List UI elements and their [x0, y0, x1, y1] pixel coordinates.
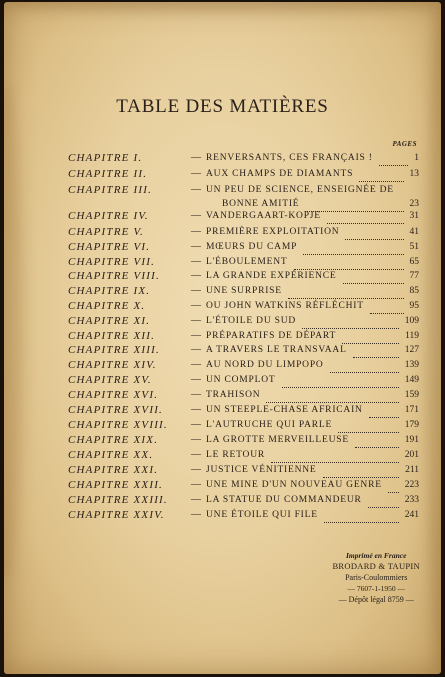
page-number: 13 [409, 169, 419, 179]
chapter-title: TRAHISON [206, 390, 261, 400]
imprint-printer: BRODARD & TAUPIN [332, 561, 420, 571]
imprint-number: — 7607-1-1950 — [347, 584, 405, 593]
chapter-title: L'AUTRUCHE QUI PARLE [206, 420, 333, 430]
chapter-title: A TRAVERS LE TRANSVAAL [206, 345, 347, 355]
separator-dash: — [191, 344, 201, 355]
toc-row [4, 184, 441, 209]
chapter-number: CHAPITRE XVI. [68, 389, 159, 401]
pages-column-label: PAGES [392, 140, 417, 148]
leader-dots [323, 465, 399, 478]
chapter-number: CHAPITRE XXII. [68, 479, 164, 491]
separator-dash: — [191, 300, 201, 311]
page-number: 77 [409, 271, 419, 281]
page-number: 31 [409, 211, 419, 221]
page-stain-top [4, 2, 441, 12]
chapter-title: OU JOHN WATKINS RÉFLÉCHIT [206, 301, 364, 311]
chapter-title: LA GROTTE MERVEILLEUSE [206, 435, 349, 445]
chapter-number: CHAPITRE XIV. [68, 359, 157, 371]
chapter-number: CHAPITRE XVIII. [68, 419, 168, 431]
page-number: 241 [404, 510, 419, 520]
leader-dots [343, 271, 404, 284]
separator-dash: — [191, 509, 201, 520]
separator-dash: — [191, 374, 201, 385]
toc-row [4, 315, 441, 331]
leader-dots [288, 286, 404, 299]
leader-dots [368, 495, 399, 508]
page-number: 85 [409, 286, 419, 296]
leader-dots [388, 480, 399, 493]
page-number: 211 [405, 465, 419, 475]
leader-dots [370, 301, 404, 314]
separator-dash: — [191, 389, 201, 400]
page-number: 149 [404, 375, 419, 385]
page-number: 95 [409, 301, 419, 311]
leader-dots [355, 435, 399, 448]
chapter-number: CHAPITRE XV. [68, 374, 152, 386]
imprint-number-value: 7607-1-1950 [356, 584, 396, 593]
leader-dots [359, 169, 404, 182]
chapter-title: AUX CHAMPS DE DIAMANTS [206, 169, 354, 179]
leader-dots [271, 450, 399, 463]
toc-row [4, 494, 441, 510]
separator-dash: — [191, 434, 201, 445]
separator-dash: — [191, 315, 201, 326]
chapter-title: LE RETOUR [206, 450, 266, 460]
toc-row [4, 285, 441, 301]
chapter-number: CHAPITRE XI. [68, 315, 151, 327]
page-number: 127 [404, 345, 419, 355]
page-number: 233 [404, 495, 419, 505]
chapter-title-continued: BONNE AMITIÉ [222, 199, 300, 209]
page-title: TABLE DES MATIÈRES [116, 96, 329, 117]
toc-row [4, 464, 441, 480]
toc-row [4, 210, 441, 226]
separator-dash: — [191, 226, 201, 237]
separator-dash: — [191, 285, 201, 296]
leader-dots [327, 211, 404, 224]
imprint-country: Imprimé en France [346, 551, 407, 560]
printer-imprint [332, 550, 420, 605]
chapter-number: CHAPITRE XXI. [68, 464, 159, 476]
toc-row [4, 449, 441, 465]
page-number: 201 [404, 450, 419, 460]
page-number: 191 [404, 435, 419, 445]
page-number: 23 [409, 199, 419, 209]
separator-dash: — [191, 256, 201, 267]
imprint-legal-deposit: — Dépôt légal 8759 — [338, 595, 414, 604]
chapter-number: CHAPITRE VII. [68, 256, 156, 268]
page-number: 65 [409, 257, 419, 267]
separator-dash: — [191, 168, 201, 179]
chapter-title: AU NORD DU LIMPOPO [206, 360, 324, 370]
chapter-number: CHAPITRE I. [68, 152, 143, 164]
toc-row [4, 419, 441, 435]
separator-dash: — [191, 464, 201, 475]
toc-row [4, 270, 441, 286]
chapter-number: CHAPITRE III. [68, 184, 153, 196]
separator-dash: — [191, 449, 201, 460]
chapter-number: CHAPITRE X. [68, 300, 146, 312]
chapter-title: UNE ÉTOILE QUI FILE [206, 510, 318, 520]
leader-dots [379, 153, 408, 166]
leader-dots [303, 242, 404, 255]
chapter-title: UN PEU DE SCIENCE, ENSEIGNÉE DE [206, 185, 394, 195]
leader-dots [345, 227, 404, 240]
chapter-number: CHAPITRE II. [68, 168, 148, 180]
separator-dash: — [191, 210, 201, 221]
separator-dash: — [191, 241, 201, 252]
leader-dots [369, 405, 399, 418]
toc-row [4, 359, 441, 375]
separator-dash: — [191, 404, 201, 415]
toc-row [4, 374, 441, 390]
leader-dots [353, 345, 399, 358]
toc-row [4, 479, 441, 495]
chapter-title: LA STATUE DU COMMANDEUR [206, 495, 362, 505]
chapter-number: CHAPITRE V. [68, 226, 144, 238]
separator-dash: — [191, 479, 201, 490]
separator-dash: — [191, 419, 201, 430]
leader-dots [302, 316, 399, 329]
chapter-number: CHAPITRE XII. [68, 330, 156, 342]
chapter-title: PRÉPARATIFS DE DÉPART [206, 331, 337, 341]
page-number: 51 [409, 242, 419, 252]
toc-row [4, 226, 441, 242]
chapter-number: CHAPITRE IX. [68, 285, 151, 297]
toc-row [4, 152, 441, 168]
chapter-title: UN COMPLOT [206, 375, 276, 385]
page-number: 223 [404, 480, 419, 490]
chapter-title: UNE SURPRISE [206, 286, 282, 296]
toc-row [4, 300, 441, 316]
chapter-number: CHAPITRE XX. [68, 449, 154, 461]
chapter-title: LA GRANDE EXPÉRIENCE [206, 271, 337, 281]
chapter-title: VANDERGAART-KOPJE [206, 211, 321, 221]
page-number: 139 [404, 360, 419, 370]
page-number: 179 [404, 420, 419, 430]
separator-dash: — [191, 152, 201, 163]
toc-row [4, 404, 441, 420]
book-page [4, 2, 441, 674]
imprint-legal-deposit-value: Dépôt légal 8759 [348, 595, 404, 604]
chapter-title: UNE MINE D'UN NOUVEAU GENRE [206, 480, 382, 490]
toc-row [4, 241, 441, 257]
page-number: 159 [404, 390, 419, 400]
separator-dash: — [191, 270, 201, 281]
leader-dots [324, 510, 399, 523]
chapter-number: CHAPITRE VI. [68, 241, 151, 253]
leader-dots [266, 390, 399, 403]
chapter-title: JUSTICE VÉNITIENNE [206, 465, 317, 475]
separator-dash: — [191, 359, 201, 370]
chapter-title: PREMIÈRE EXPLOITATION [206, 227, 340, 237]
separator-dash: — [191, 184, 201, 195]
chapter-title: UN STEEPLE-CHASE AFRICAIN [206, 405, 363, 415]
chapter-title: L'ÉBOULEMENT [206, 257, 288, 267]
imprint-city: Paris-Coulommiers [345, 573, 408, 582]
toc-row [4, 389, 441, 405]
page-number: 41 [409, 227, 419, 237]
page-number: 1 [414, 153, 419, 163]
chapter-number: CHAPITRE XVII. [68, 404, 164, 416]
page-number: 119 [405, 331, 419, 341]
leader-dots [338, 420, 399, 433]
chapter-number: CHAPITRE XIX. [68, 434, 159, 446]
toc-row [4, 509, 441, 525]
leader-dots [330, 360, 399, 373]
leader-dots [282, 375, 399, 388]
leader-dots [342, 331, 399, 344]
chapter-number: CHAPITRE XXIV. [68, 509, 165, 521]
chapter-number: CHAPITRE VIII. [68, 270, 160, 282]
chapter-number: CHAPITRE IV. [68, 210, 149, 222]
separator-dash: — [191, 494, 201, 505]
toc-row [4, 344, 441, 360]
toc-row [4, 434, 441, 450]
chapter-number: CHAPITRE XXIII. [68, 494, 168, 506]
chapter-title: RENVERSANTS, CES FRANÇAIS ! [206, 153, 373, 163]
page-number: 171 [404, 405, 419, 415]
toc-row [4, 168, 441, 184]
separator-dash: — [191, 330, 201, 341]
chapter-title: MŒURS DU CAMP [206, 242, 298, 252]
leader-dots [294, 257, 404, 270]
chapter-title: L'ÉTOILE DU SUD [206, 316, 297, 326]
page-number: 109 [404, 316, 419, 326]
chapter-number: CHAPITRE XIII. [68, 344, 160, 356]
